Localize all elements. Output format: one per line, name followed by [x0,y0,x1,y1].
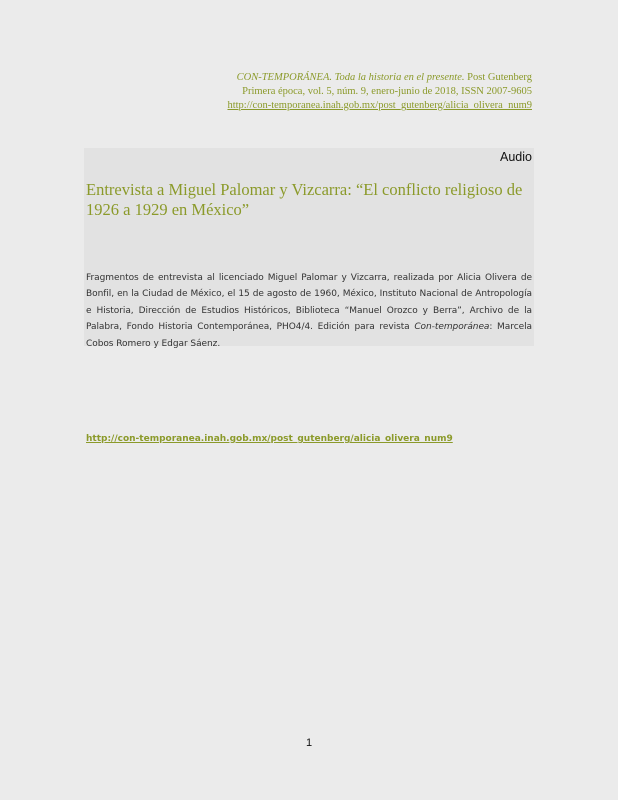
issue-line: Primera época, vol. 5, núm. 9, enero-junio de 2018, ISSN 2007-9605 [242,86,532,97]
description-italic-journal: Con-temporánea [414,322,490,333]
journal-header [227,71,532,113]
article-url-link[interactable]: http://con-temporanea.inah.gob.mx/post_gutenberg/alicia_olivera_num9 [86,434,453,444]
journal-name: CON-TEMPORÁNEA. Toda la historia en el presente. [236,72,465,83]
page-title: Entrevista a Miguel Palomar y Vizcarra: “El conflicto religioso de 1926 a 1929 en México” [86,180,523,219]
document-type-label: Audio [500,150,532,164]
header-url-link[interactable]: http://con-temporanea.inah.gob.mx/post_gutenberg/alicia_olivera_num9 [227,100,532,111]
journal-section: Post Gutenberg [464,72,532,83]
description-credits: : Marcela Cobos Romero y Edgar Sáenz. [86,322,532,349]
description-text: Fragmentos de entrevista al licenciado Miguel Palomar y Vizcarra, realizada por Alicia Olivera de Bonfil, en la Ciudad de México, el 15 de agosto de 1960, México, Instituto Nacional de Antropología e Historia, Dirección de Estudios Históricos, Biblioteca “Manuel Orozco y Berra”, Archivo de la Palabra, Fondo Historia Contemporánea, PHO4/4. Edición para revista [86,273,532,333]
description-paragraph [86,270,532,352]
page-number: 1 [305,737,313,749]
journal-citation-line [227,71,532,85]
